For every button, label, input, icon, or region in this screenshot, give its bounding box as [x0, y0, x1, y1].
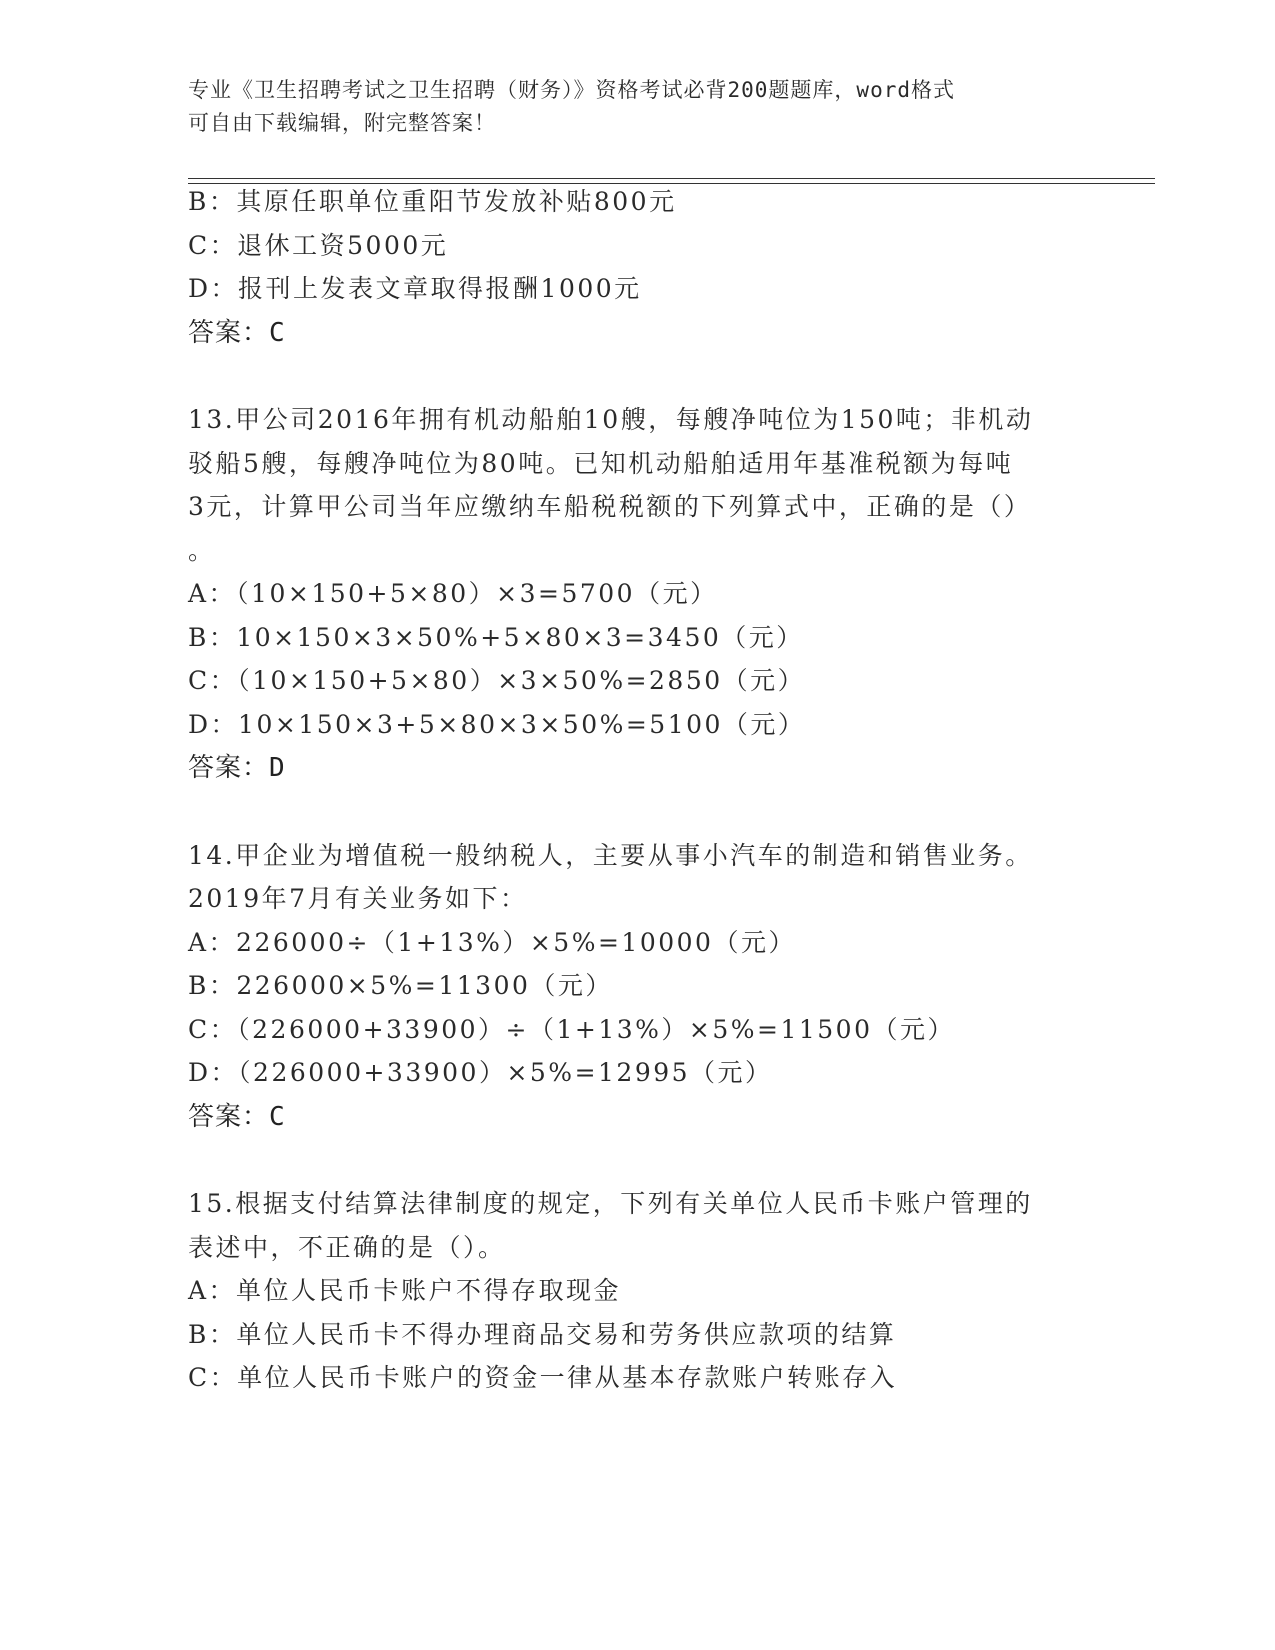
q13-stem-line-2: 驳船5艘，每艘净吨位为80吨。已知机动船舶适用年基准税额为每吨 — [188, 449, 1014, 478]
q13-option-b: B：10×150×3×50%+5×80×3=3450（元） — [188, 623, 804, 652]
q12-option-b: B：其原任职单位重阳节发放补贴800元 — [188, 187, 677, 216]
q12-option-d: D：报刊上发表文章取得报酬1000元 — [188, 274, 642, 303]
header-divider-bottom — [188, 183, 1155, 184]
header-divider-top — [188, 178, 1155, 179]
q13-option-a: A：（10×150+5×80）×3=5700（元） — [188, 579, 718, 608]
header-line-1: 专业《卫生招聘考试之卫生招聘（财务）》资格考试必背200题题库，word格式 — [188, 78, 955, 102]
q15-stem-line-2: 表述中，不正确的是（）。 — [188, 1233, 506, 1262]
q14-option-a: A：226000÷（1+13%）×5%=10000（元） — [188, 928, 796, 957]
q15-option-c: C：单位人民币卡账户的资金一律从基本存款账户转账存入 — [188, 1363, 898, 1392]
q13-stem-line-1: 13.甲公司2016年拥有机动船舶10艘，每艘净吨位为150吨；非机动 — [188, 405, 1034, 434]
q12-option-c: C：退休工资5000元 — [188, 231, 449, 260]
q14-stem-line-1: 14.甲企业为增值税一般纳税人，主要从事小汽车的制造和销售业务。 — [188, 841, 1033, 870]
q13-stem-line-3: 3元，计算甲公司当年应缴纳车船税税额的下列算式中，正确的是（） — [188, 492, 1032, 521]
q14-option-c: C：（226000+33900）÷（1+13%）×5%=11500（元） — [188, 1015, 955, 1044]
q14-option-d: D：（226000+33900）×5%=12995（元） — [188, 1058, 773, 1087]
document-header — [188, 74, 1088, 140]
q14-stem-line-2: 2019年7月有关业务如下： — [188, 884, 528, 913]
q13-option-d: D：10×150×3+5×80×3×50%=5100（元） — [188, 710, 806, 739]
q15-stem-line-1: 15.根据支付结算法律制度的规定，下列有关单位人民币卡账户管理的 — [188, 1189, 1033, 1218]
header-line-2: 可自由下载编辑，附完整答案！ — [188, 111, 496, 135]
q15-option-a: A：单位人民币卡账户不得存取现金 — [188, 1276, 622, 1305]
q15-option-b: B：单位人民币卡不得办理商品交易和劳务供应款项的结算 — [188, 1320, 897, 1349]
q14-option-b: B：226000×5%=11300（元） — [188, 971, 613, 1000]
q14-answer: 答案：C — [188, 1102, 286, 1132]
q12-answer: 答案：C — [188, 318, 286, 348]
q13-option-c: C：（10×150+5×80）×3×50%=2850（元） — [188, 666, 806, 695]
q13-stem-line-4: 。 — [188, 536, 216, 565]
q13-answer: 答案：D — [188, 753, 286, 783]
